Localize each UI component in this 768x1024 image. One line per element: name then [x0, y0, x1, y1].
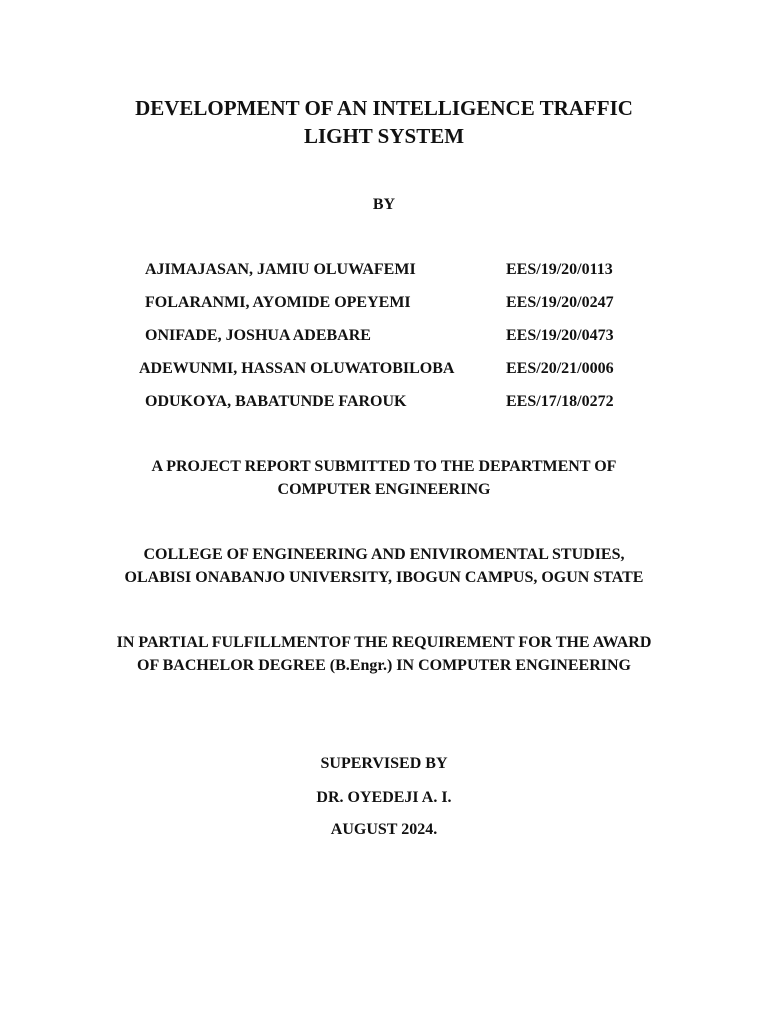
submission-line-1: A PROJECT REPORT SUBMITTED TO THE DEPARTMENT OF: [151, 458, 617, 475]
author-row: [0, 390, 768, 414]
submission-line-2: COMPUTER ENGINEERING: [277, 481, 491, 498]
supervised-by-label: SUPERVISED BY: [320, 755, 448, 772]
author-matric-number: EES/19/20/0247: [506, 294, 614, 311]
author-matric-number: EES/20/21/0006: [506, 360, 614, 377]
author-name: ONIFADE, JOSHUA ADEBARE: [145, 327, 371, 344]
author-matric-number: EES/19/20/0113: [506, 261, 613, 278]
author-name: FOLARANMI, AYOMIDE OPEYEMI: [145, 294, 411, 311]
author-name: ODUKOYA, BABATUNDE FAROUK: [145, 393, 407, 410]
by-label: BY: [372, 196, 396, 213]
fulfillment-line-1: IN PARTIAL FULFILLMENTOF THE REQUIREMENT FOR THE AWARD: [116, 634, 652, 651]
supervisor-name: DR. OYEDEJI A. I.: [316, 789, 452, 806]
report-date: AUGUST 2024.: [330, 821, 438, 838]
author-name: AJIMAJASAN, JAMIU OLUWAFEMI: [145, 261, 416, 278]
college-line-1: COLLEGE OF ENGINEERING AND ENIVIROMENTAL STUDIES,: [143, 546, 625, 563]
author-matric-number: EES/17/18/0272: [506, 393, 614, 410]
author-row: [0, 357, 768, 381]
college-line-2: OLABISI ONABANJO UNIVERSITY, IBOGUN CAMPUS, OGUN STATE: [124, 569, 644, 586]
title-line-1: DEVELOPMENT OF AN INTELLIGENCE TRAFFIC: [135, 96, 633, 120]
author-row: [0, 291, 768, 315]
author-matric-number: EES/19/20/0473: [506, 327, 614, 344]
title-line-2: LIGHT SYSTEM: [303, 124, 465, 148]
author-name: ADEWUNMI, HASSAN OLUWATOBILOBA: [139, 360, 455, 377]
fulfillment-line-2: OF BACHELOR DEGREE (B.Engr.) IN COMPUTER ENGINEERING: [137, 657, 631, 674]
author-row: [0, 258, 768, 282]
author-row: [0, 324, 768, 348]
